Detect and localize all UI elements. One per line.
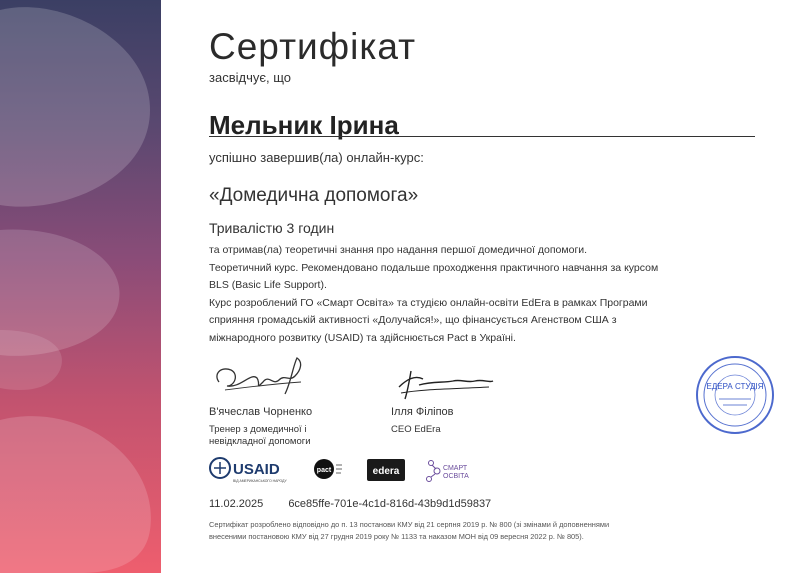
official-stamp	[695, 355, 775, 435]
certificate-title: Сертифікат	[209, 26, 417, 67]
signer-name: Ілля Філіпов	[391, 406, 454, 418]
name-underline	[209, 136, 755, 137]
usaid-logo	[209, 457, 293, 487]
signature-chornenko-image	[211, 352, 321, 402]
signer-role	[391, 424, 454, 436]
legal-footer	[209, 519, 769, 543]
body-line: та отримав(ла) теоретичні знання про надання першої домедичної допомоги.	[209, 244, 588, 256]
body-line: Теоретичний курс. Рекомендовано подальше проходження практичного навчання за курсом	[209, 261, 659, 274]
body-line: міжнародного розвитку (USAID) та здійснюється Pact в Україні.	[209, 331, 516, 344]
smart-logo-line1: СМАРТ	[443, 465, 468, 472]
certificate-meta	[209, 498, 513, 510]
edera-logo-text: edera	[372, 466, 400, 477]
smart-osvita-logo	[423, 457, 483, 487]
footer-line: Сертифікат розроблено відповідно до п. 13 постанови КМУ від 21 серпня 2019 р. № 800 (зі змінами й доповненнями	[209, 520, 610, 529]
certificate-id: 6ce85ffe-701e-4c1d-816d-43b9d1d59837	[288, 498, 492, 510]
completed-text: успішно завершив(ла) онлайн-курс:	[209, 150, 424, 165]
footer-line: внесеними постановою КМУ від 27 грудня 2019 року № 1133 та наказом МОН від 09 вересня 2022 р. № 805).	[209, 532, 584, 541]
recipient-name: Мельник Ірина	[209, 110, 399, 140]
issue-date: 11.02.2025	[209, 498, 264, 510]
signer-name: В'ячеслав Чорненко	[209, 406, 313, 418]
signer-role-line: CEO EdEra	[391, 424, 441, 435]
body-line: Курс розроблений ГО «Смарт Освіта» та студією онлайн-освіти EdEra в рамках Програми	[209, 296, 648, 309]
decorative-arcs	[0, 0, 161, 573]
certificate-subtitle: засвідчує, що	[209, 70, 291, 85]
signer-role-line: невідкладної допомоги	[209, 436, 311, 447]
signature-filipov-image	[393, 365, 498, 405]
signer-role	[209, 424, 312, 448]
decorative-side-panel	[0, 0, 161, 573]
certificate-body	[209, 242, 759, 347]
edera-logo	[367, 459, 405, 481]
course-duration: Тривалістю 3 годин	[209, 220, 335, 236]
pact-logo	[313, 457, 343, 487]
signer-role-line: Тренер з домедичної і	[209, 424, 307, 435]
course-name: «Домедична допомога»	[209, 185, 419, 206]
signature-block-chornenko	[209, 406, 312, 448]
usaid-logo-text: USAID	[233, 461, 280, 478]
pact-logo-text: pact	[316, 467, 332, 474]
smart-logo-line2: ОСВІТА	[443, 473, 469, 480]
signature-block-filipov	[391, 406, 454, 436]
stamp-text: ЕДЕРА СТУДІЯ	[706, 382, 764, 391]
body-line: BLS (Basic Life Support).	[209, 279, 327, 291]
body-line: сприяння громадській активності «Долучайся!», що фінансується Агенством США з	[209, 314, 617, 326]
usaid-tagline: ВІД АМЕРИКАНСЬКОГО НАРОДУ	[233, 479, 287, 483]
